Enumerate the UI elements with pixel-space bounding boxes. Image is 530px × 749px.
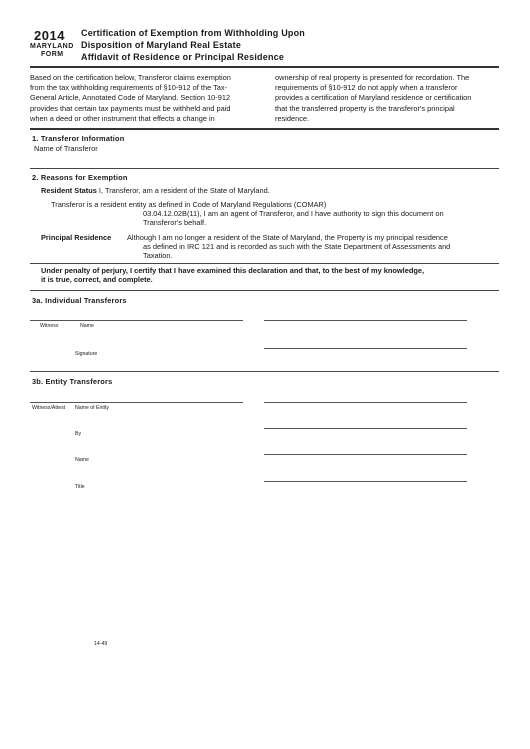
resident-status-option[interactable] xyxy=(41,186,270,195)
perjury-line-2: it is true, correct, and complete. xyxy=(41,275,153,284)
transferor-name-field[interactable]: Name of Transferor xyxy=(34,144,98,153)
section2-rule xyxy=(30,168,499,169)
form-code: 14-49 xyxy=(94,641,108,647)
entity-by-line[interactable] xyxy=(264,428,467,429)
section3b-rule xyxy=(30,371,499,372)
intro-right-column xyxy=(275,73,501,124)
resident-status-text: I, Transferor, am a resident of the State of Maryland. xyxy=(98,186,270,195)
individual-name-label: Name xyxy=(80,323,94,329)
form-title-line-2: Disposition of Maryland Real Estate xyxy=(81,40,242,50)
intro-line: provides that certain tax payments must be withheld and paid xyxy=(30,103,231,113)
entity-signer-name-label: Name xyxy=(75,457,89,463)
resident-status-label: Resident Status xyxy=(41,186,97,195)
witness-label: Witness xyxy=(40,323,59,329)
intro-line: ownership of real property is presented for recordation. The xyxy=(275,73,470,82)
principal-residence-line-2: as defined in IRC 121 and is recorded as such with the State Department of Assessments and xyxy=(143,242,451,251)
section1-rule xyxy=(30,128,499,130)
form-year: 2014 xyxy=(34,28,65,43)
section3a-heading: 3a. Individual Transferors xyxy=(32,296,127,305)
individual-signature-line[interactable] xyxy=(264,348,467,349)
intro-line: requirements of §10-912 do not apply when a transferor xyxy=(275,83,458,93)
section3b-heading: 3b. Entity Transferors xyxy=(32,377,113,386)
entity-name-line[interactable] xyxy=(264,402,467,403)
perjury-rule xyxy=(30,263,499,264)
intro-line: when a deed or other instrument that effects a change in xyxy=(30,113,215,123)
perjury-line-1: Under penalty of perjury, I certify that I have examined this declaration and that, to the best of my knowledge, xyxy=(41,266,425,275)
intro-line: from the tax withholding requirements of §10-912 of the Tax- xyxy=(30,83,228,93)
section1-heading: 1. Transferor Information xyxy=(32,134,125,143)
entity-name-label: Name of Entity xyxy=(75,405,110,411)
principal-residence-label[interactable]: Principal Residence xyxy=(41,233,112,242)
intro-line: that the transferred property is the transferor's principal xyxy=(275,103,455,113)
individual-signature-label: Signature xyxy=(75,351,98,357)
form-label: FORM xyxy=(41,51,64,58)
entity-title-label: Title xyxy=(75,484,85,490)
resident-entity-line-3: Transferor's behalf. xyxy=(143,218,207,227)
intro-line: Based on the certification below, Transferor claims exemption xyxy=(30,73,231,82)
principal-residence-line-1: Although I am no longer a resident of the State of Maryland, the Property is my principal residence xyxy=(127,233,448,242)
intro-line: residence. xyxy=(275,113,310,123)
individual-name-line[interactable] xyxy=(264,320,467,321)
witness-signature-line[interactable] xyxy=(30,320,243,321)
resident-entity-line-2: 03.04.12.02B(11), I am an agent of Transferor, and I have authority to sign this document on xyxy=(143,209,444,218)
section2-heading: 2. Reasons for Exemption xyxy=(32,173,128,182)
header-rule xyxy=(30,66,499,68)
witness-attest-label: Witness/Attest xyxy=(32,405,66,411)
entity-signer-name-line[interactable] xyxy=(264,454,467,455)
section3a-rule xyxy=(30,290,499,291)
intro-left-column xyxy=(30,73,256,124)
form-state: MARYLAND xyxy=(30,43,74,50)
resident-entity-line-1: Transferor is a resident entity as defined in Code of Maryland Regulations (COMAR) xyxy=(51,200,327,209)
form-title-line-1: Certification of Exemption from Withholding Upon xyxy=(81,28,306,38)
entity-witness-line[interactable] xyxy=(30,402,243,403)
intro-line: provides a certification of Maryland residence or certification xyxy=(275,93,472,103)
form-title-line-3: Affidavit of Residence or Principal Residence xyxy=(81,52,285,62)
entity-by-label: By xyxy=(75,431,82,437)
entity-title-line[interactable] xyxy=(264,481,467,482)
intro-line: General Article, Annotated Code of Maryland. Section 10-912 xyxy=(30,93,231,103)
principal-residence-line-3: Taxation. xyxy=(143,251,173,260)
